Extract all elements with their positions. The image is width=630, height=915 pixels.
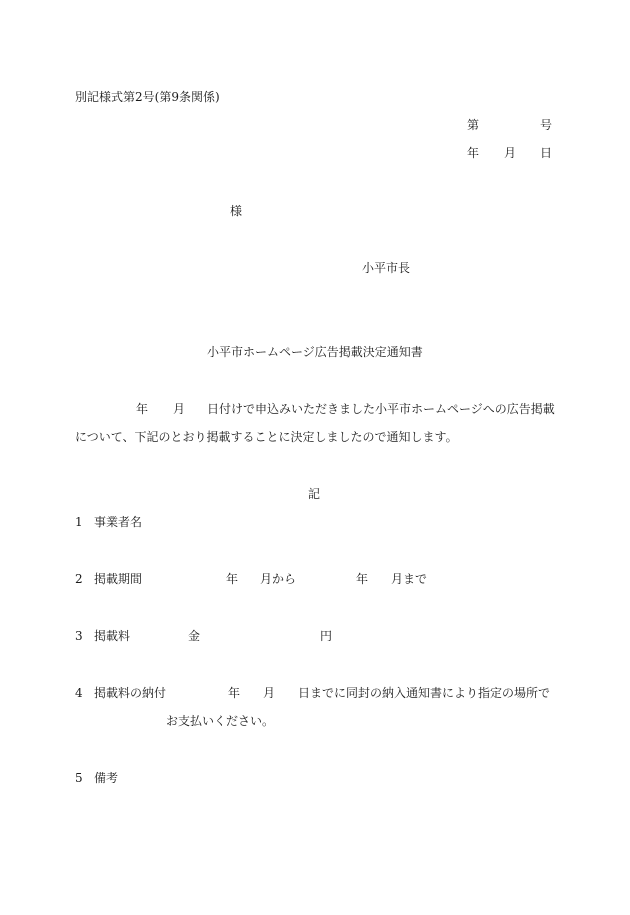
item-number-5: 5	[75, 771, 83, 785]
form-label: 別記様式第2号(第9条関係)	[75, 90, 220, 104]
doc-number-prefix: 第	[467, 118, 480, 132]
fee-yen: 円	[320, 629, 333, 643]
date-month: 月	[504, 146, 517, 160]
fee-kin: 金	[188, 629, 201, 643]
sender: 小平市長	[362, 261, 411, 275]
item-label-business: 事業者名	[94, 515, 143, 529]
payment-year: 年	[228, 686, 241, 700]
period-to-month: 月まで	[391, 572, 428, 586]
body-line2: について、下記のとおり掲載することに決定しましたので通知します。	[75, 430, 458, 444]
doc-number-suffix: 号	[540, 118, 553, 132]
body-year: 年	[136, 402, 149, 416]
item-number-3: 3	[75, 629, 83, 643]
ki-heading: 記	[308, 487, 321, 501]
item-label-payment: 掲載料の納付	[94, 686, 167, 700]
payment-line2: お支払いください。	[166, 714, 275, 728]
item-number-4: 4	[75, 686, 83, 700]
addressee-suffix: 様	[230, 204, 243, 218]
date-year: 年	[467, 146, 480, 160]
item-number-1: 1	[75, 515, 83, 529]
item-number-2: 2	[75, 572, 83, 586]
item-label-fee: 掲載料	[94, 629, 131, 643]
period-to-year: 年	[356, 572, 369, 586]
document-title: 小平市ホームページ広告掲載決定通知書	[207, 345, 423, 359]
body-line1: 日付けで申込みいただきました小平市ホームページへの広告掲載	[207, 402, 555, 416]
item-label-period: 掲載期間	[94, 572, 143, 586]
payment-month: 月	[263, 686, 276, 700]
period-from-year: 年	[226, 572, 239, 586]
item-label-remarks: 備考	[94, 771, 119, 785]
period-from-month: 月から	[260, 572, 297, 586]
date-day: 日	[540, 146, 553, 160]
body-month: 月	[173, 402, 186, 416]
payment-line1: 日までに同封の納入通知書により指定の場所で	[298, 686, 551, 700]
